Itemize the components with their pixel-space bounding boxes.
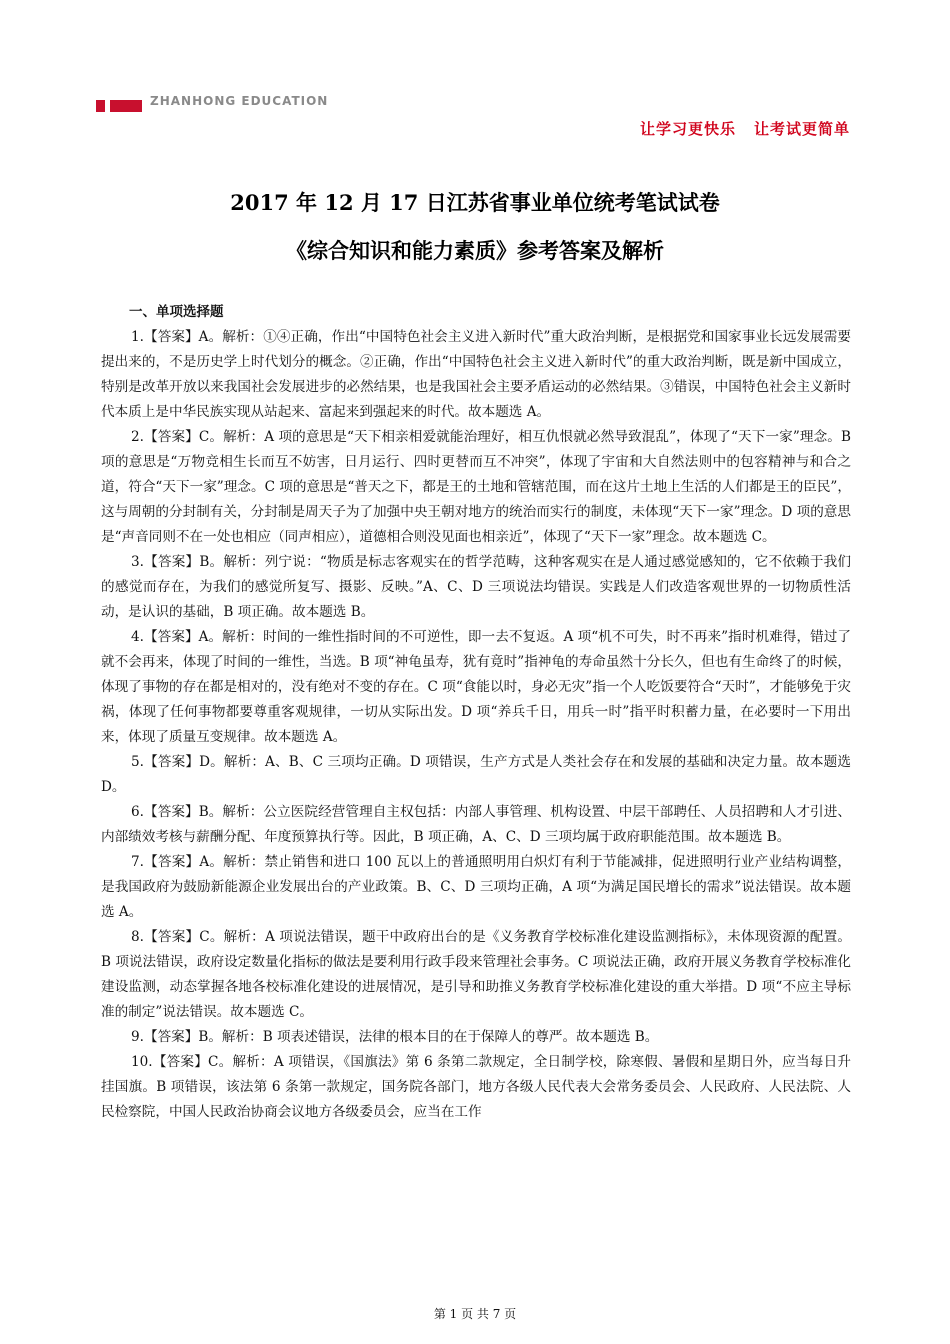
logo-mark-icon — [96, 100, 142, 112]
brand-logo — [96, 94, 329, 112]
slogan — [640, 118, 850, 139]
answer-paragraph-4: 4.【答案】A。解析：时间的一维性指时间的不可逆性，即一去不复返。A 项“机不可失，时不再来”指时机难得，错过了就不会再来，体现了时间的一维性，当选。B 项“神龟虽寿，犹有竟时”指神龟的寿命虽然十分长久，但也有生命终了的时候，体现了事物的存在都是相对的，没有绝对不变的存在。C 项“食能以时，身必无灾”指一个人吃饭要符合“天时”，才能够免于灾祸，体现了任何事物都要尊重客观规律，一切从实际出发。D 项“养兵千日，用兵一时”指平时积蓄力量，在必要时一下用出来，体现了质量互变规律。故本题选 A。 — [101, 629, 851, 745]
section-heading: 一、单项选择题 — [129, 304, 224, 320]
page-footer: 第 1 页 共 7 页 — [433, 1307, 517, 1321]
document-body — [101, 300, 851, 1125]
answer-paragraph-6: 6.【答案】B。解析：公立医院经营管理自主权包括：内部人事管理、机构设置、中层干部聘任、人员招聘和人才引进、内部绩效考核与薪酬分配、年度预算执行等。因此，B 项正确，A、C、D 三项均属于政府职能范围。故本题选 B。 — [101, 804, 851, 845]
slogan-part-1: 让学习更快乐 — [639, 120, 736, 138]
answer-paragraph-8: 8.【答案】C。解析：A 项说法错误，题干中政府出台的是《义务教育学校标准化建设监测指标》，未体现资源的配置。B 项说法错误，政府设定数量化指标的做法是要利用行政手段来管理社会事务。C 项说法正确，政府开展义务教育学校标准化建设监测，动态掌握各地各校标准化建设的进展情况，是引导和助推义务教育学校标准化建设的重大举措。D 项“不应主导标准的制定”说法错误。故本题选 C。 — [101, 929, 851, 1020]
answer-paragraph-5: 5.【答案】D。解析：A、B、C 三项均正确。D 项错误，生产方式是人类社会存在和发展的基础和决定力量。故本题选 D。 — [101, 754, 851, 795]
document-title-line-1: 2017 年 12 月 17 日江苏省事业单位统考笔试试卷 — [230, 190, 720, 215]
slogan-part-2: 让考试更简单 — [753, 120, 850, 138]
logo-text: ZHANHONG EDUCATION — [150, 94, 329, 108]
answer-paragraph-9: 9.【答案】B。解析：B 项表述错误，法律的根本目的在于保障人的尊严。故本题选 B。 — [131, 1029, 659, 1045]
answer-paragraph-2: 2.【答案】C。解析：A 项的意思是“天下相亲相爱就能治理好，相互仇恨就必然导致混乱”，体现了“天下一家”理念。B 项的意思是“万物竞相生长而互不妨害，日月运行、四时更替而互不冲突”，体现了宇宙和大自然法则中的包容精神与和合之道，符合“天下一家”理念。C 项的意思是“普天之下，都是王的土地和管辖范围，而在这片土地上生活的人们都是王的臣民”，这与周朝的分封制有关，分封制是周天子为了加强中央王朝对地方的统治而实行的制度，未体现“天下一家”理念。D 项的意思是“声音同则不在一处也相应（同声相应），道德相合则没见面也相亲近”，体现了“天下一家”理念。故本题选 C。 — [101, 429, 851, 545]
answer-paragraph-1: 1.【答案】A。解析：①④正确，作出“中国特色社会主义进入新时代”重大政治判断，是根据党和国家事业长远发展需要提出来的，不是历史学上时代划分的概念。②正确，作出“中国特色社会主义进入新时代”的重大政治判断，既是新中国成立，特别是改革开放以来我国社会发展进步的必然结果，也是我国社会主要矛盾运动的必然结果。③错误，中国特色社会主义新时代本质上是中华民族实现从站起来、富起来到强起来的时代。故本题选 A。 — [101, 329, 851, 420]
answer-paragraph-3: 3.【答案】B。解析：列宁说：“物质是标志客观实在的哲学范畴，这种客观实在是人通过感觉感知的，它不依赖于我们的感觉而存在，为我们的感觉所复写、摄影、反映。”A、C、D 三项说法均错误。实践是人们改造客观世界的一切物质性活动，是认识的基础，B 项正确。故本题选 B。 — [101, 554, 851, 620]
answer-paragraph-10: 10.【答案】C。解析：A 项错误，《国旗法》第 6 条第二款规定，全日制学校，除寒假、暑假和星期日外，应当每日升挂国旗。B 项错误，该法第 6 条第一款规定，国务院各部门，地方各级人民代表大会常务委员会、人民政府、人民法院、人民检察院，中国人民政治协商会议地方各级委员会，应当在工作 — [101, 1054, 851, 1120]
document-title-line-2: 《综合知识和能力素质》参考答案及解析 — [286, 238, 664, 263]
answer-paragraph-7: 7.【答案】A。解析：禁止销售和进口 100 瓦以上的普通照明用白炽灯有利于节能减排，促进照明行业产业结构调整，是我国政府为鼓励新能源企业发展出台的产业政策。B、C、D 三项均正确，A 项“为满足国民增长的需求”说法错误。故本题选 A。 — [101, 854, 851, 920]
